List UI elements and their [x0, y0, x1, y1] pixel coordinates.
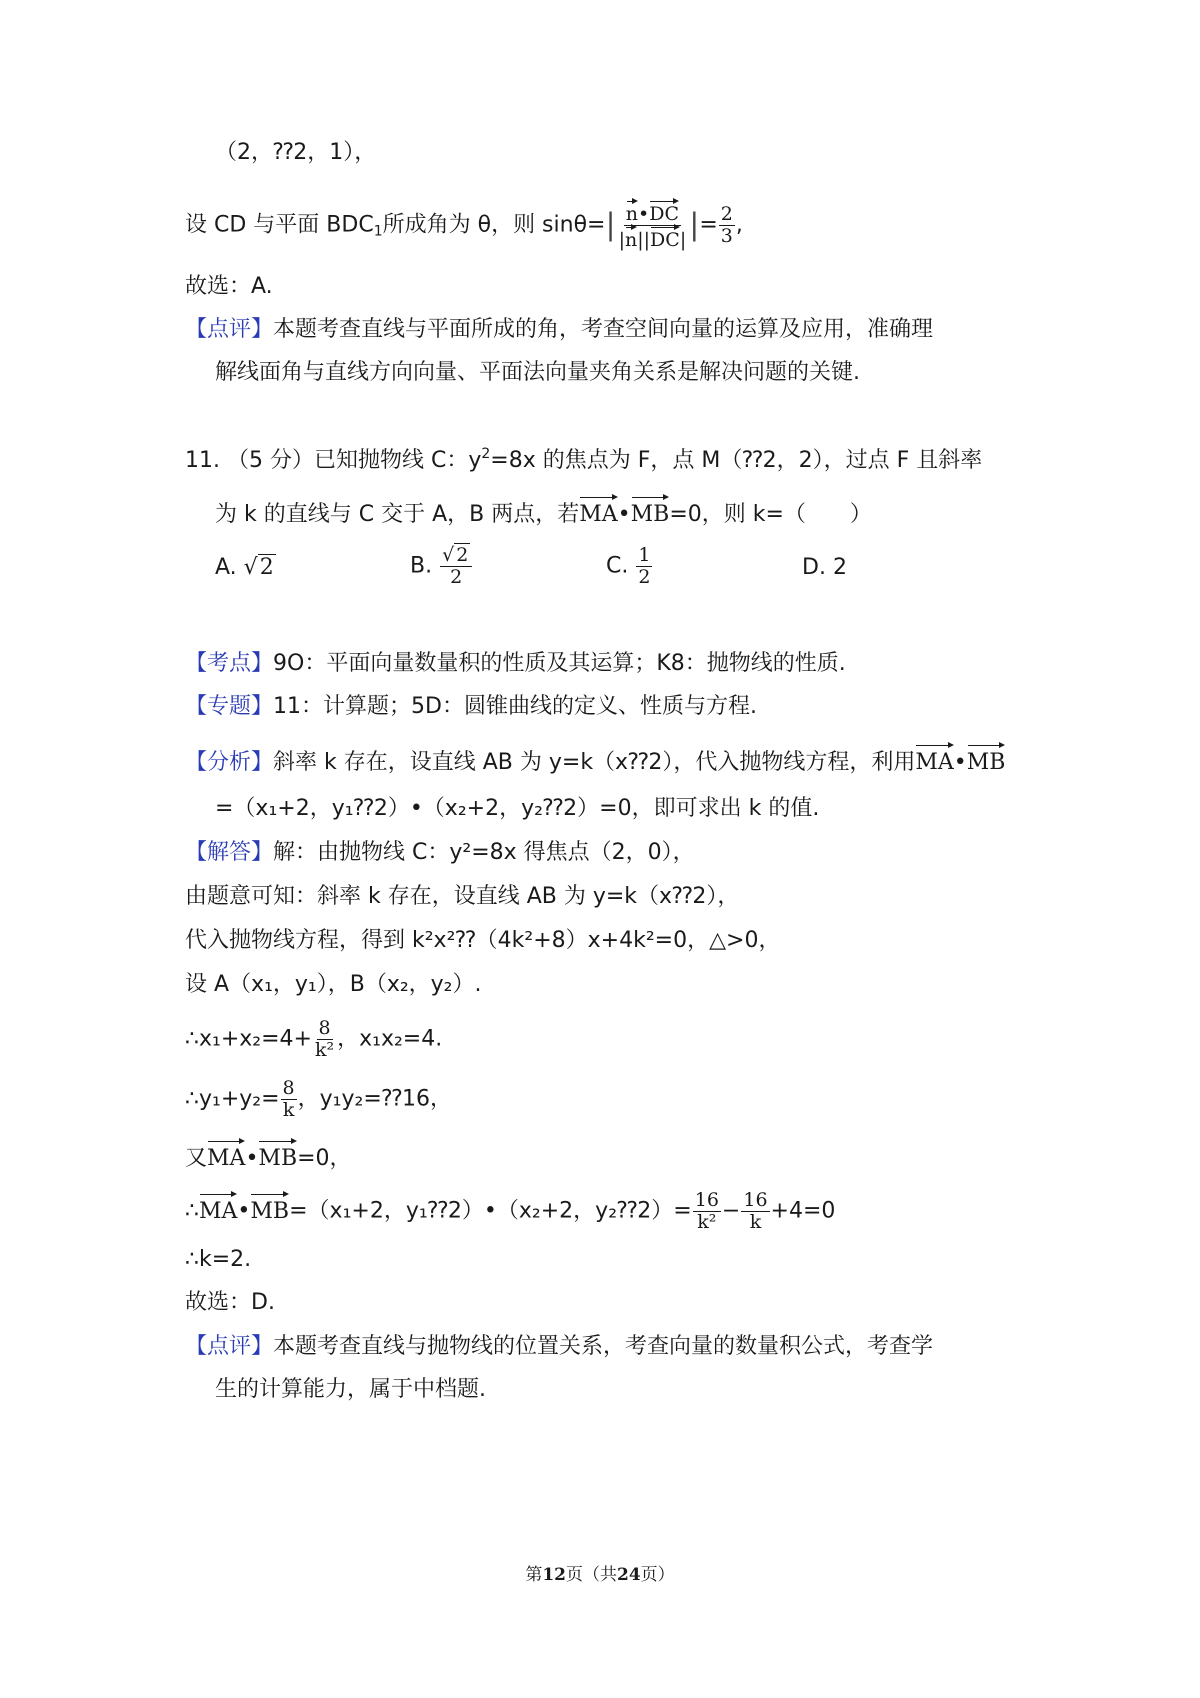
stem-text: 11. （5 分）已知抛物线 C：y — [185, 448, 482, 473]
q11-answer: 故选：D. — [185, 1290, 275, 1315]
review-text: 本题考查直线与抛物线的位置关系，考查向量的数量积公式，考查学 — [273, 1334, 934, 1359]
fraction: $\frac{16}{\text{k²}}$ — [694, 1189, 719, 1233]
solution-text: =（x₁+2，y₁⁇2）•（x₂+2，y₂⁇2）= — [289, 1198, 692, 1224]
fenxi-line-2: =（x₁+2，y₁⁇2）•（x₂+2，y₂⁇2）=0，即可求出 k 的值. — [215, 796, 820, 821]
jieda-tag: 【解答】 — [185, 840, 274, 865]
solution-text: ∴y₁+y₂= — [185, 1086, 280, 1112]
normal-vector-coords: （2，⁇2，1）， — [215, 140, 377, 165]
option-label: C. — [606, 553, 629, 579]
page-number: 12 — [542, 1565, 566, 1585]
vector-dc: DC — [650, 226, 680, 251]
footer-text: 页（共 — [566, 1565, 617, 1585]
solution-line-7: 又MA•MB=0， — [185, 1140, 352, 1174]
solution-line-3: 代入抛物线方程，得到 k²x²⁇（4k²+8）x+4k²=0，△>0， — [185, 928, 781, 953]
solution-text: ∴ — [185, 1198, 199, 1224]
total-pages: 24 — [617, 1565, 641, 1585]
solution-line-8: ∴MA•MB=（x₁+2，y₁⁇2）•（x₂+2，y₂⁇2）= $\frac{16}{\text{k²}}$ − $\frac{16}{k}$ +4=0 — [185, 1189, 836, 1233]
sin-theta-formula: 设 CD 与平面 $BDC_1$所成角为 θ，则 sinθ=| $\frac{n•DC}{|n||DC|}$ |= $\frac{2}{3}$ , — [185, 200, 743, 251]
solution-text: 又 — [185, 1146, 208, 1171]
solution-text: =0， — [297, 1146, 352, 1171]
vector-ma: MA — [579, 496, 617, 530]
footer-text: 第 — [525, 1565, 543, 1585]
q11-review-line-2: 生的计算能力，属于中档题. — [215, 1377, 486, 1402]
solution-line-5 — [185, 1018, 442, 1061]
fraction: $\frac{n•DC}{|n||DC|}$ — [617, 200, 689, 251]
review-tag: 【点评】 — [185, 317, 274, 342]
vector-ma: MA — [915, 744, 953, 778]
option-c — [606, 545, 653, 588]
solution-text: ，y₁y₂=⁇16， — [297, 1086, 453, 1112]
sqrt: √2 — [243, 555, 274, 580]
vector-ma: MA — [207, 1140, 245, 1174]
q11-stem-line-2: 为 k 的直线与 C 交于 A，B 两点，若MA•MB=0，则 k=（ ） — [215, 496, 872, 530]
vector-mb: MB — [250, 1193, 289, 1227]
kaodian-tag: 【考点】 — [185, 651, 274, 676]
q11-stem-line-1 — [185, 446, 982, 476]
solution-line-9: ∴k=2. — [185, 1247, 252, 1272]
stem-text: 为 k 的直线与 C 交于 A，B 两点，若 — [215, 502, 580, 527]
fenxi-text: 斜率 k 存在，设直线 AB 为 y=k（x⁇2），代入抛物线方程，利用 — [273, 750, 916, 775]
vector-ma: MA — [199, 1193, 237, 1227]
kaodian-text: 9O：平面向量数量积的性质及其运算；K8：抛物线的性质. — [273, 651, 846, 676]
zhuanti-text: 11：计算题；5D：圆锥曲线的定义、性质与方程. — [273, 694, 757, 719]
zhuanti-tag: 【专题】 — [185, 694, 274, 719]
option-b — [410, 545, 473, 588]
solution-line-4: 设 A（x₁，y₁），B（x₂，y₂）. — [185, 972, 482, 997]
result-fraction: $\frac{2}{3}$ — [720, 203, 733, 247]
q10-review-line-1 — [185, 315, 933, 345]
formula-text: 所成角为 θ，则 sinθ= — [382, 212, 606, 238]
minus-sign: − — [721, 1198, 741, 1224]
vector-dc: DC — [649, 200, 679, 225]
q11-review-line-1 — [185, 1332, 933, 1362]
fraction: $\frac{1}{2}$ — [638, 544, 651, 588]
fenxi-tag: 【分析】 — [185, 750, 274, 775]
option-label: A. — [215, 555, 237, 580]
stem-text: =8x 的焦点为 F，点 M（⁇2，2），过点 F 且斜率 — [490, 448, 983, 473]
fraction: $\frac{8}{k}$ — [282, 1077, 295, 1121]
vector-mb: MB — [258, 1140, 297, 1174]
jieda-text: 解：由抛物线 C：y²=8x 得焦点（2，0）， — [273, 840, 695, 865]
jieda-line-1 — [185, 838, 695, 868]
solution-text: ，x₁x₂=4. — [337, 1026, 443, 1052]
zhuanti-line — [185, 692, 757, 722]
kaodian-line — [185, 649, 846, 679]
q10-review-line-2: 解线面角与直线方向向量、平面法向量夹角关系是解决问题的关键. — [215, 360, 860, 385]
abs-bar: | — [605, 207, 616, 243]
option-value: 2 — [832, 555, 847, 580]
option-label: D. — [802, 555, 826, 580]
subscript: 1 — [373, 223, 383, 240]
solution-line-6 — [185, 1078, 452, 1121]
vector-n: n — [626, 200, 638, 225]
abs-bar: | — [689, 207, 700, 243]
option-label: B. — [410, 553, 433, 579]
fenxi-line-1: 【分析】斜率 k 存在，设直线 AB 为 y=k（x⁇2），代入抛物线方程，利用MA•MB — [185, 744, 1005, 778]
solution-line-2: 由题意可知：斜率 k 存在，设直线 AB 为 y=k（x⁇2）， — [185, 884, 740, 909]
page-footer — [0, 1560, 1200, 1585]
vector-mb: MB — [631, 496, 670, 530]
fraction: $\frac{√ 2}{2}$ — [440, 545, 472, 588]
review-text: 本题考查直线与平面所成的角，考查空间向量的运算及应用，准确理 — [273, 317, 934, 342]
option-a — [215, 553, 276, 583]
fraction: $\frac{16}{k}$ — [743, 1189, 768, 1233]
option-d — [802, 553, 847, 583]
formula-text: 设 CD 与平面 BDC — [185, 212, 374, 238]
footer-text: 页） — [640, 1565, 675, 1585]
vector-mb: MB — [967, 744, 1006, 778]
formula-text: = — [699, 212, 718, 238]
review-tag: 【点评】 — [185, 1334, 274, 1359]
superscript: 2 — [481, 446, 491, 462]
fraction: $\frac{8}{\text{k²}}$ — [314, 1017, 335, 1061]
solution-text: +4=0 — [770, 1198, 836, 1224]
vector-n: n — [625, 226, 637, 251]
q10-answer: 故选：A. — [185, 274, 273, 299]
stem-text: =0，则 k=（ ） — [669, 502, 872, 527]
solution-text: ∴x₁+x₂=4+ — [185, 1026, 312, 1052]
